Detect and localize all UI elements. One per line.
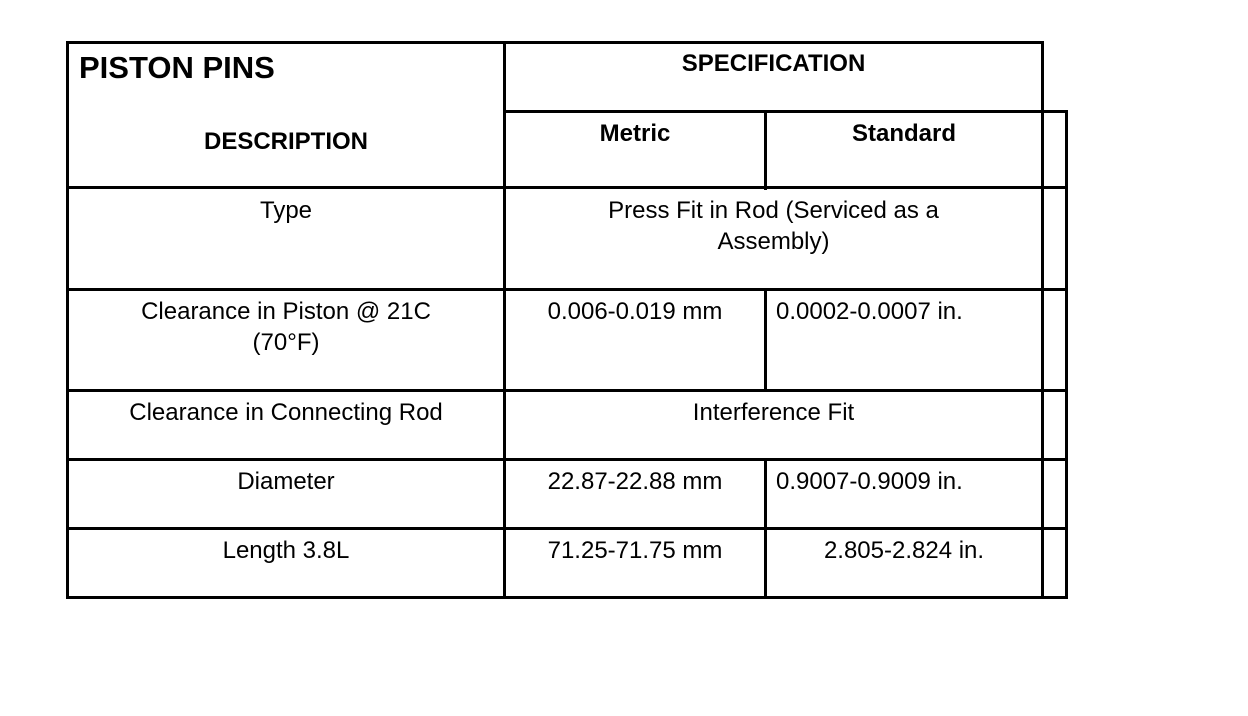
table-border-bottom (66, 596, 1068, 599)
metric-header: Metric (599, 120, 671, 147)
row-diameter-description: Diameter (237, 468, 335, 495)
standard-header: Standard (851, 120, 956, 147)
row-length-description: Length 3.8L (222, 537, 350, 564)
row-type-value-line-2: Assembly) (717, 228, 830, 255)
row-divider-2 (66, 389, 1068, 392)
row-rod-clearance-value: Interference Fit (692, 399, 855, 426)
row-piston-clearance-metric: 0.006-0.019 mm (547, 298, 723, 325)
metric-standard-divider-rows-4-5 (764, 460, 767, 599)
table-border-right-inner (1041, 41, 1044, 599)
row-diameter-metric: 22.87-22.88 mm (547, 468, 723, 495)
header-bottom-divider (66, 186, 1068, 189)
row-length-metric: 71.25-71.75 mm (547, 537, 723, 564)
table-border-top (66, 41, 1044, 44)
row-divider-1 (66, 288, 1068, 291)
table-border-right-outer (1065, 110, 1068, 599)
table-title: PISTON PINS (79, 50, 275, 85)
row-type-value-line-1: Press Fit in Rod (Serviced as a (608, 197, 939, 224)
row-piston-clearance-standard: 0.0002-0.0007 in. (776, 298, 963, 325)
row-length-standard: 2.805-2.824 in. (823, 537, 985, 564)
row-divider-3 (66, 458, 1068, 461)
row-diameter-standard: 0.9007-0.9009 in. (776, 468, 963, 495)
metric-standard-divider-row-2 (764, 290, 767, 391)
row-piston-clearance-description-line-2: (70°F) (252, 329, 320, 356)
row-type-description: Type (259, 197, 313, 224)
specification-header: SPECIFICATION (681, 50, 866, 77)
spec-header-divider (503, 110, 1068, 113)
row-piston-clearance-description-line-1: Clearance in Piston @ 21C (141, 298, 431, 325)
row-rod-clearance-description: Clearance in Connecting Rod (129, 399, 443, 426)
description-header: DESCRIPTION (203, 128, 368, 155)
row-divider-4 (66, 527, 1068, 530)
